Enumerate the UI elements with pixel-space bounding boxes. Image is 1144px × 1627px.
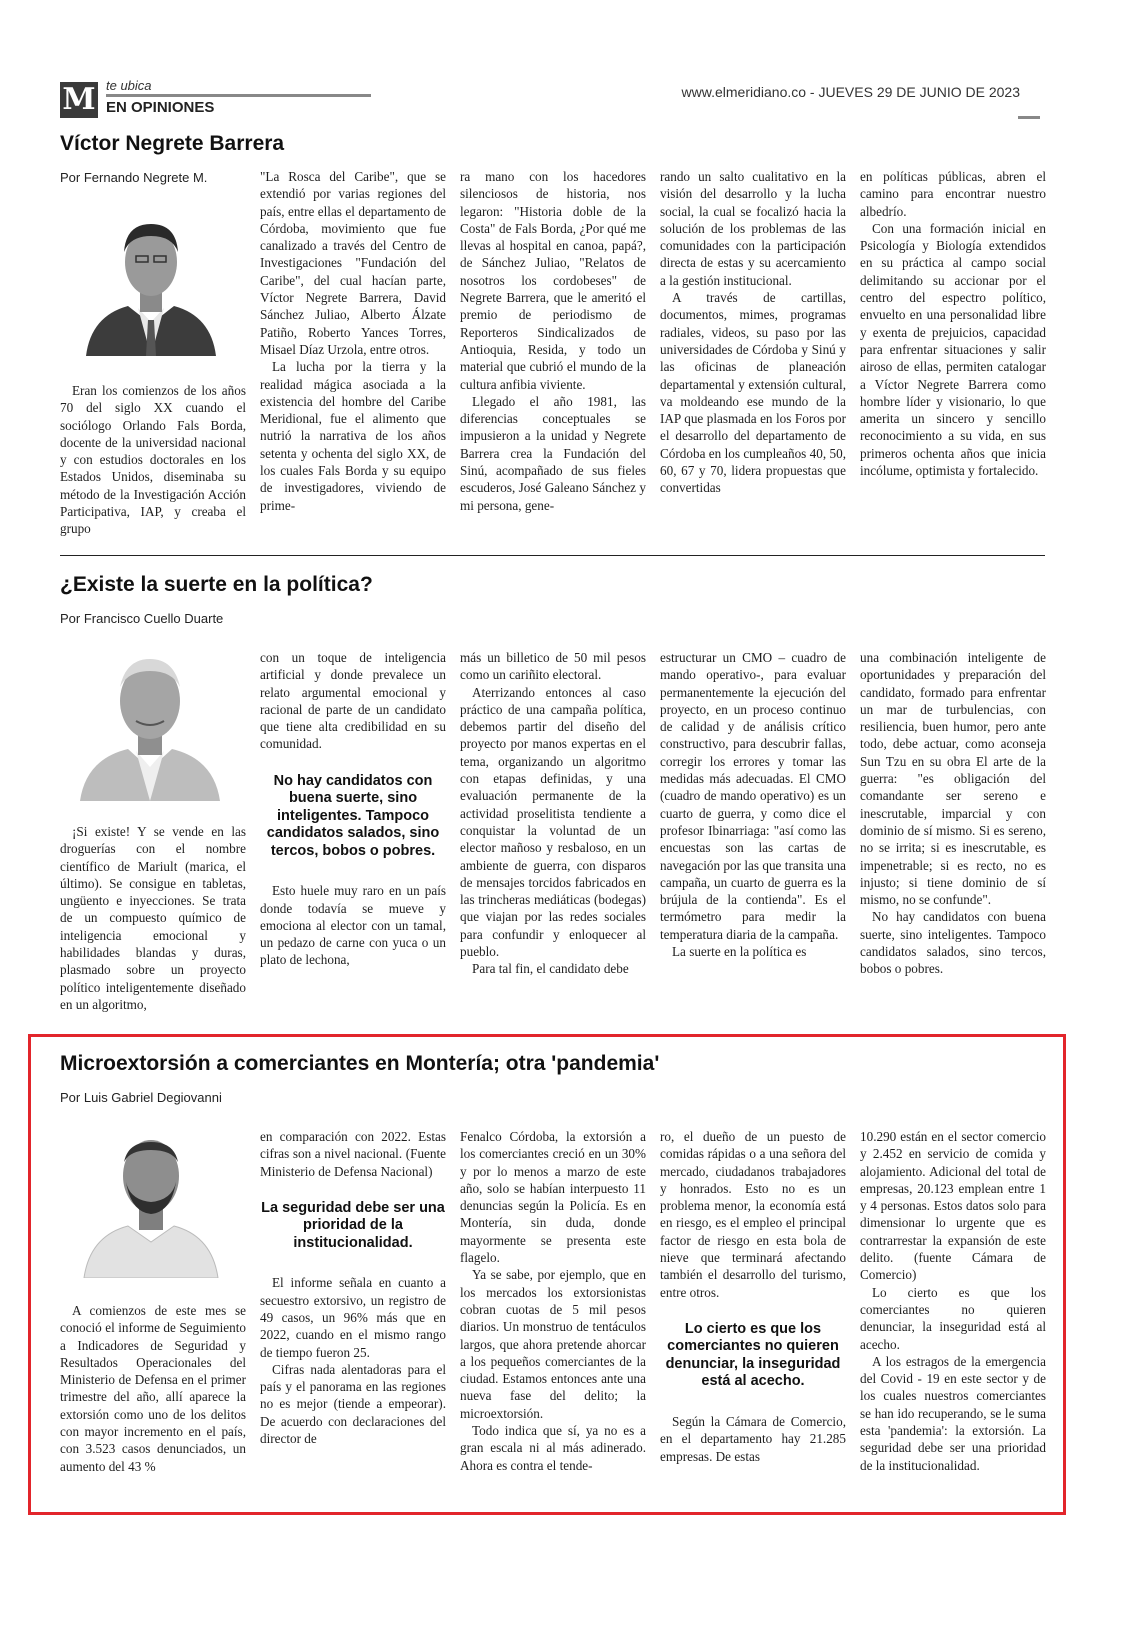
article-column-5: en políticas públicas, abren el camino para encontrar nuestro albedrío. Con una formación inicial en Psicología y Biología extendidos en su práctica al campo social delimitando su accionar por el centro del espectro político, envuelto en una personalidad libre y exenta de prejuicios, capacidad para enfrentar situaciones y salir airoso de ellas, permiten catalogar a Víctor Negrete Barrera como hombre líder y visionario, lo que amerita un sincero y sencillo reconocimiento a su vida, en sus primeros ochenta años que inicia incólume, optimista y fortalecido.	[860, 169, 1046, 479]
article-headline: Microextorsión a comerciantes en Montería; otra 'pandemia'	[60, 1052, 660, 1075]
article-headline: Víctor Negrete Barrera	[60, 132, 285, 155]
header-tagline: te ubica	[106, 78, 152, 93]
article-column-4: estructurar un CMO – cuadro de mando operativo-, para evaluar permanentemente la ejecución del proyecto, en un proceso continuo de calidad y de análisis crítico constructivo, para descubrir fallas, corregir los errores y tomar las medidas más adecuadas. El CMO (cuadro de mando operativo) es un cuarto de guerra, y como dice el profesor Ibinarriaga: "así como las encuestas son las cartas de navegación por las que transita una campaña, un cuarto de guerra es la brújula de la contienda". Es el termómetro para medir la temperatura diaria de la campaña. La suerte en la política es	[660, 650, 846, 960]
article-column-4: rando un salto cualitativo en la visión del desarrollo y la lucha social, la cual se focalizó hacia la solución de los problemas de las comunidades con la participación directa de estas y su acercamiento a la gestión institucional. A través de cartillas, documentos, mimes, programas radiales, videos, su paso por las universidades de Córdoba y Sinú y las oficinas de planeación departamental y extensión cultural, va moldeando ese mundo de la IAP que plasmada en los Foros por el desarrollo del departamento de Córdoba en los cumpleaños 40, 50, 60, 67 y 70, lidera propuestas que convertidas	[660, 169, 846, 496]
article-column-2: con un toque de inteligencia artificial y donde prevalece un relato argumental emocional y racional de parte de un candidato que tiene alta credibilidad en su comunidad. No hay candidatos con buena suerte, sino inteligentes. Tampoco candidatos salados, sino tercos, bobos o pobres. Esto huele muy raro en un país donde todavía se mueve y emociona al elector con un tamal, un pedazo de carne con yuca o un plato de lechona,	[260, 650, 446, 968]
article-negrete	[60, 132, 1060, 552]
article-column-5: una combinación inteligente de oportunidades y preparación del candidato, formado para enfrentar un mar de turbulencias, con resiliencia, buen humor, pero ante todo, debe actuar, como aconseja Sun Tzu en su obra El arte de la guerra: "es obligación del comandante ser sereno e inescrutable, imparcial y con dominio de sí mismo. Si es sereno, no se irrita; si es inescrutable, es impenetrable; si es recto, no es injusto; si tiene dominio de sí mismo, no se confunde". No hay candidatos con buena suerte, sino inteligentes. Tampoco candidatos salados, sino tercos, bobos o pobres.	[860, 650, 1046, 977]
author-photo	[74, 641, 226, 801]
section-title: EN OPINIONES	[106, 99, 215, 116]
newspaper-logo: M	[60, 82, 98, 118]
article-column-3: Fenalco Córdoba, la extorsión a los comerciantes creció en un 30% y por lo menos a marzo de este año, solo se habían interpuesto 11 denuncias según la Policía. Es en Montería, sin duda, donde mayormente se presenta este flagelo. Ya se sabe, por ejemplo, que en los mercados los extorsionistas cobran cuotas de 5 mil pesos diarios. Un monstruo de tentáculos largos, que ahora pretende ahorcar a los pequeños comerciantes de la ciudad. Estamos entonces ante una nueva fase del delito; la microextorsión. Todo indica que sí, ya no es a gran escala ni al más adinerado. Ahora es contra el tende-	[460, 1129, 646, 1473]
article-byline: Por Luis Gabriel Degiovanni	[60, 1090, 222, 1105]
article-column-2: "La Rosca del Caribe", que se extendió por varias regiones del país, entre ellas el departamento de Córdoba, movimiento que fue canalizado a través del Centro de Investigaciones "Fundación del Caribe", del cual hacían parte, Víctor Negrete Barrera, David Sánchez Juliao, Alberto Álzate Patiño, Roberto Yances Torres, Misael Díaz Urzola, entre otros. La lucha por la tierra y la realidad mágica asociada a la existencia del hombre del Caribe Meridional, fue el alimento que nutrió la narrativa de los años setenta y ochenta del siglo XX, de los cuales Fals Borda y su equipo de investigadores, viviendo de prime-	[260, 169, 446, 513]
article-column-1: ¡Si existe! Y se vende en las droguerías con el nombre científico de Mariult (marica, el último). Se consigue en tabletas, ungüento e inyecciones. Se trata de un compuesto químico de inteligencia emocional y habilidades blandas y duras, plasmado sobre un proyecto político inteligentemente diseñado en un algoritmo,	[60, 824, 246, 1012]
article-byline: Por Francisco Cuello Duarte	[60, 611, 224, 626]
article-column-1: A comienzos de este mes se conoció el informe de Seguimiento a Indicadores de Seguridad y Resultados Operacionales del Ministerio de Defensa en el primer trimestre del año, allí aparece la extorsión como uno de los delitos con mayor incremento en el país, con 3.523 casos denunciados, un aumento del 43 %	[60, 1303, 246, 1474]
header-divider	[106, 94, 371, 97]
article-byline: Por Fernando Negrete M.	[60, 170, 208, 185]
article-column-5: 10.290 están en el sector comercio y 2.452 en servicio de comida y alojamiento. Adicional del total de empresas, 20.123 emplean entre 1 y 4 personas. Estos datos solo para dimensionar lo urgente que es contrarrestar la expansión de este delito. (fuente Cámara de Comercio) Lo cierto es que los comerciantes no quieren denunciar, la inseguridad está al acecho. A los estragos de la emergencia del Covid - 19 en este sector y de los cuales nuestros comerciantes se han ido recuperando, se le suma esta 'pandemia': la extorsión. La seguridad debe ser una prioridad de la institucionalidad.	[860, 1129, 1046, 1473]
article-divider	[60, 555, 1045, 556]
article-column-1: Eran los comienzos de los años 70 del siglo XX cuando el sociólogo Orlando Fals Borda, docente de la universidad nacional y con estudios doctorales en los Estados Unidos, diseminaba su método de la Investigación Acción Participativa, IAP, y creaba el grupo	[60, 383, 246, 537]
author-photo	[76, 1120, 226, 1278]
page-header	[60, 78, 1050, 122]
article-microextorsion	[60, 1052, 1060, 1502]
pull-quote: La seguridad debe ser una prioridad de la institucionalidad.	[261, 1199, 445, 1251]
article-headline: ¿Existe la suerte en la política?	[60, 573, 373, 596]
article-column-3: más un billetico de 50 mil pesos como un cariñito electoral. Aterrizando entonces al caso práctico de una campaña política, debemos partir del diseño del proyecto por manos expertas en el tema, organizando un algoritmo con etapas definidas, y una evaluación permanente de la actividad proselitista tendiente a conquistar la voluntad de un elector mañoso y resbaloso, en un ambiente de guerra, con disparos de mensajes torcidos fabricados en las trincheras mediáticas (bodegas) que viajan por las redes sociales para confundir y enloquecer al pueblo. Para tal fin, el candidato debe	[460, 650, 646, 977]
author-photo	[76, 204, 226, 356]
dateline: www.elmeridiano.co - JUEVES 29 DE JUNIO DE 2023	[681, 84, 1020, 100]
article-suerte-politica	[60, 573, 1060, 1023]
article-column-3: ra mano con los hacedores silenciosos de historia, nos legaron: "Historia doble de la Costa" de Fals Borda, ¿Por qué me llevas al hospital en canoa, papá?, de Sánchez Juliao, "Relatos de nosotros los cordobeses" de Negrete Barrera, que le ameritó el premio de periodismo de Reporteros Sindicalizados de Antioquia, Resida, y todo un material que cubrió el mundo de la cultura anfibia viviente. Llegado el año 1981, las diferencias conceptuales se impusieron a la unidad y Negrete Barrera crea la Fundación del Sinú, acompañado de sus fieles escuderos, José Galeano Sánchez y mi persona, gene-	[460, 169, 646, 513]
pull-quote: No hay candidatos con buena suerte, sino inteligentes. Tampoco candidatos salados, sino tercos, bobos o pobres.	[266, 772, 440, 859]
article-column-2: en comparación con 2022. Estas cifras son a nivel nacional. (Fuente Ministerio de Defensa Nacional) La seguridad debe ser una prioridad de la institucionalidad. El informe señala en cuanto a secuestro extorsivo, un registro de 49 casos, un 96% más que en 2022, cuando en el mismo rango de tiempo fueron 25. Cifras nada alentadoras para el país y el panorama en las regiones no es mejor (tiende a empeorar). De acuerdo con declaraciones del director de	[260, 1129, 446, 1447]
header-dash	[1018, 116, 1040, 119]
article-column-4: ro, el dueño de un puesto de comidas rápidas o a una señora del mercado, ciudadanos trabajadores y honrados. Esto no es un problema menor, la economía está en riesgo, es el empleo el principal factor de riesgo en esta bola de nieve que terminará afectando también el desarrollo del turismo, entre otros. Lo cierto es que los comerciantes no quieren denunciar, la inseguridad está al acecho. Según la Cámara de Comercio, en el departamento hay 21.285 empresas. De estas	[660, 1129, 846, 1464]
pull-quote: Lo cierto es que los comerciantes no quieren denunciar, la inseguridad está al acecho.	[665, 1320, 841, 1390]
